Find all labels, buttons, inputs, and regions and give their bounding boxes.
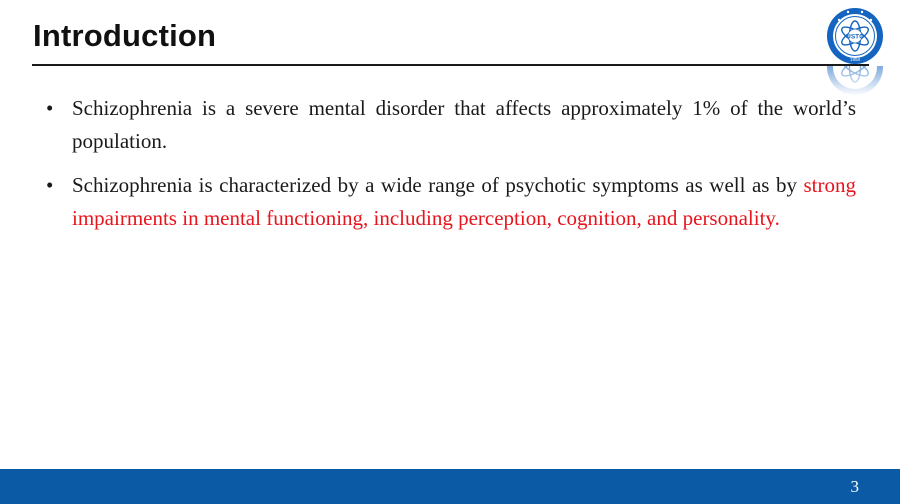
ustc-emblem-icon	[826, 7, 884, 65]
bullet-item	[46, 169, 856, 235]
bullet-item	[46, 92, 856, 158]
bullet-marker: •	[46, 173, 54, 197]
page-number: 3	[850, 477, 859, 496]
title-divider	[32, 64, 869, 66]
footer-bar	[0, 469, 900, 504]
logo-center-text: USTC	[846, 33, 864, 41]
slide-title: Introduction	[33, 18, 217, 53]
bullet-marker: •	[46, 96, 54, 120]
bullet-highlight-text: strong impairments in mental functioning, including perception, cognition, and personality.	[72, 173, 856, 230]
bullet-text: Schizophrenia is a severe mental disorder that affects approximately 1% of the world’s population.	[72, 96, 856, 153]
bullet-text: Schizophrenia is characterized by a wide range of psychotic symptoms as well as by	[72, 173, 804, 197]
logo-year: 1958	[849, 57, 861, 62]
bullet-list	[46, 92, 856, 246]
